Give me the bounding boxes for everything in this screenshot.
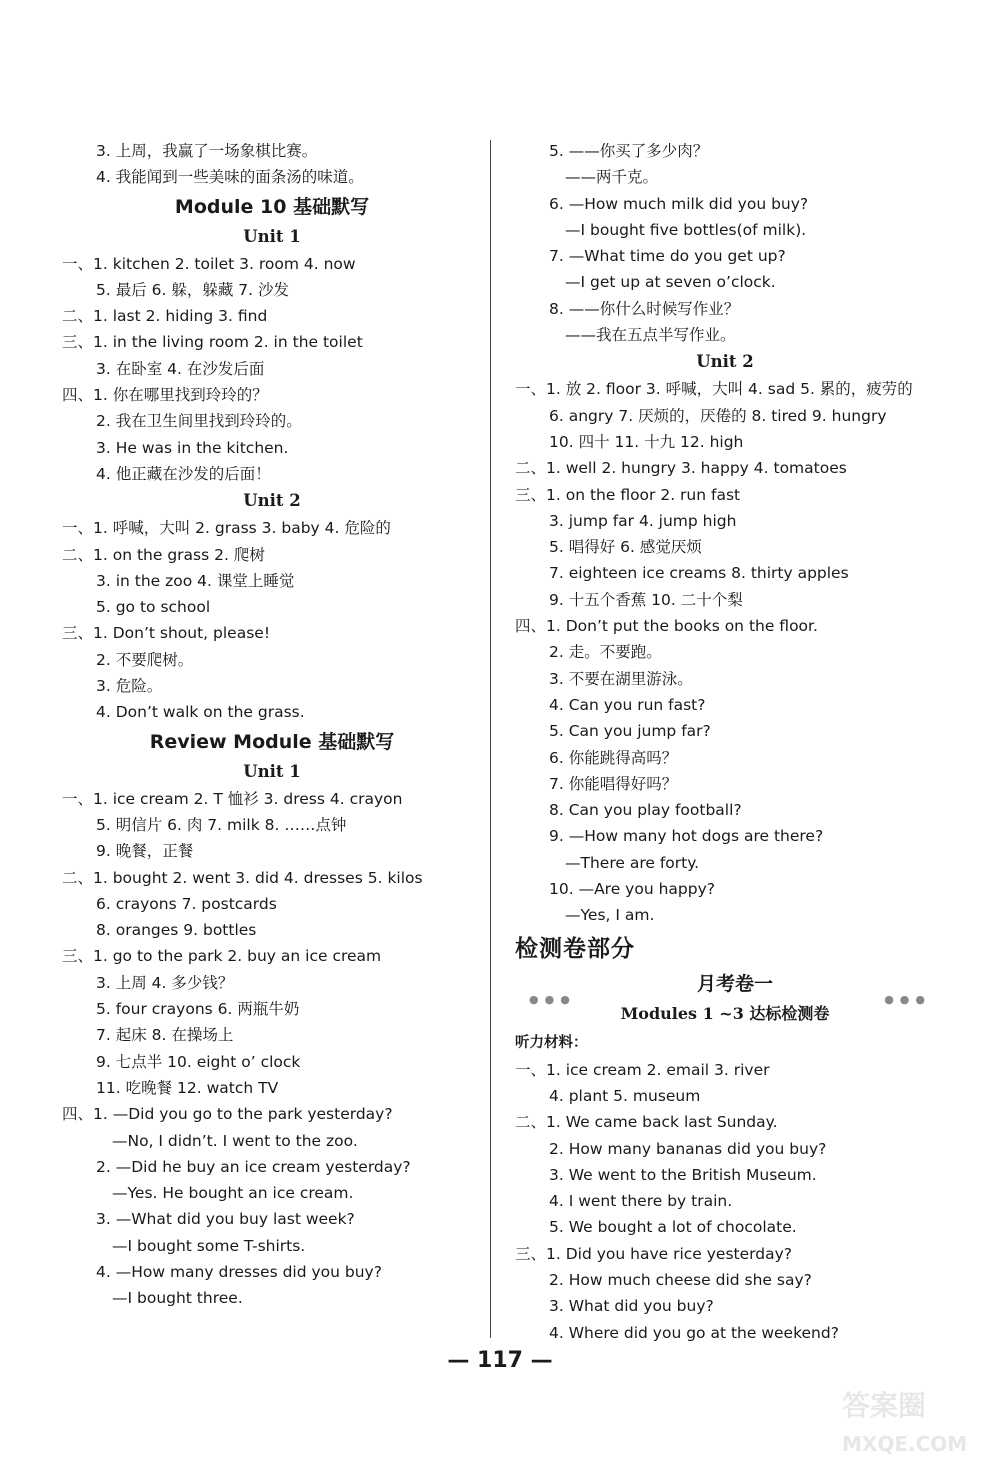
answer-line: 9. 十五个香蕉 10. 二十个梨 — [549, 590, 743, 609]
answer-line: —I bought three. — [112, 1289, 243, 1308]
answer-line: 四、1. —Did you go to the park yesterday? — [62, 1105, 393, 1124]
exam-subtitle: Modules 1 ~3 达标检测卷 — [620, 1003, 830, 1023]
answer-line: —I bought five bottles(of milk). — [565, 220, 807, 239]
answer-line: 5. four crayons 6. 两瓶牛奶 — [96, 1000, 300, 1019]
answer-line: 4. I went there by train. — [549, 1192, 733, 1211]
answer-line: 11. 吃晚餐 12. watch TV — [96, 1078, 279, 1097]
answer-line: 二、1. on the grass 2. 爬树 — [62, 545, 265, 564]
answer-line: 6. angry 7. 厌烦的，厌倦的 8. tired 9. hungry — [549, 406, 887, 425]
answer-line: 三、1. Did you have rice yesterday? — [515, 1244, 792, 1263]
answer-line: 二、1. well 2. hungry 3. happy 4. tomatoes — [515, 459, 847, 478]
answer-line: 3. —What did you buy last week? — [96, 1210, 355, 1229]
answer-line: 3. What did you buy? — [549, 1297, 714, 1316]
answer-line: 8. oranges 9. bottles — [96, 921, 257, 940]
answer-line: 二、1. bought 2. went 3. did 4. dresses 5. kilos — [62, 868, 423, 887]
answer-line: 4. —How many dresses did you buy? — [96, 1262, 382, 1281]
watermark-text: 答案圈 — [842, 1389, 927, 1422]
answer-line: 3. 上周 4. 多少钱？ — [96, 973, 234, 992]
listening-material-label: 听力材料： — [515, 1034, 588, 1051]
answer-line: 2. 不要爬树。 — [96, 650, 194, 669]
decorative-dots-icon: ●●● — [529, 992, 576, 1006]
answer-line: 一、1. ice cream 2. T 恤衫 3. dress 4. crayon — [62, 789, 403, 808]
answer-line: 10. 四十 11. 十九 12. high — [549, 432, 744, 451]
watermark-logo — [838, 1379, 978, 1459]
answer-line: 7. 起床 8. 在操场上 — [96, 1026, 234, 1045]
answer-line: 7. eighteen ice creams 8. thirty apples — [549, 564, 849, 583]
answer-line: 5. 明信片 6. 肉 7. milk 8. ……点钟 — [96, 815, 347, 834]
answer-line: 2. How many bananas did you buy? — [549, 1139, 827, 1158]
unit-heading: Unit 1 — [243, 761, 301, 781]
answer-line: 一、1. 呼喊，大叫 2. grass 3. baby 4. 危险的 — [62, 519, 391, 538]
answer-line: 8. ——你什么时候写作业？ — [549, 299, 740, 318]
answer-line: 5. ——你买了多少肉？ — [549, 142, 709, 160]
answer-line: 5. 唱得好 6. 感觉厌烦 — [549, 538, 702, 557]
decorative-dots-icon: ●●● — [884, 992, 931, 1006]
answer-line: 8. Can you play football? — [549, 801, 742, 820]
module-heading: Review Module 基础默写 — [149, 730, 395, 753]
left-column — [62, 138, 482, 1312]
answer-line: 一、1. 放 2. floor 3. 呼喊，大叫 4. sad 5. 累的，疲劳的 — [515, 380, 913, 399]
answer-line: 4. 他正藏在沙发的后面！ — [96, 464, 271, 483]
page-number: — 117 — — [447, 1348, 553, 1373]
module-heading: Module 10 基础默写 — [174, 195, 370, 218]
section-heading: 检测卷部分 — [515, 935, 635, 962]
answer-line: 9. —How many hot dogs are there? — [549, 827, 824, 846]
answer-line: 3. 危险。 — [96, 677, 163, 696]
answer-line: 3. jump far 4. jump high — [549, 511, 737, 530]
unit-heading: Unit 1 — [243, 226, 301, 246]
answer-line: 10. —Are you happy? — [549, 880, 715, 899]
answer-line: ——两千克。 — [565, 168, 659, 187]
answer-line: 一、1. ice cream 2. email 3. river — [515, 1060, 770, 1079]
right-column — [515, 138, 935, 1346]
answer-line: 3. He was in the kitchen. — [96, 438, 289, 457]
answer-line: 二、1. We came back last Sunday. — [515, 1113, 778, 1132]
answer-line: 四、1. 你在哪里找到玲玲的？ — [62, 386, 268, 405]
answer-line: 5. go to school — [96, 598, 211, 617]
answer-line: 四、1. Don’t put the books on the floor. — [515, 617, 818, 636]
watermark-url: MXQE.COM — [842, 1432, 968, 1456]
answer-line: —No, I didn’t. I went to the zoo. — [112, 1131, 358, 1150]
answer-line: 4. Where did you go at the weekend? — [549, 1323, 839, 1342]
answer-line: 一、1. kitchen 2. toilet 3. room 4. now — [62, 254, 356, 273]
answer-line: 4. 我能闻到一些美味的面条汤的味道。 — [96, 168, 364, 187]
answer-line: 3. 不要在湖里游泳。 — [549, 669, 693, 688]
answer-line: —I get up at seven o’clock. — [565, 273, 776, 292]
exam-title: 月考卷一 — [696, 972, 773, 995]
answer-line: 9. 晚餐，正餐 — [96, 842, 194, 861]
answer-line: 3. 上周，我赢了一场象棋比赛。 — [96, 142, 318, 160]
answer-line: 6. crayons 7. postcards — [96, 894, 277, 913]
answer-line: 2. How much cheese did she say? — [549, 1270, 812, 1289]
column-divider — [490, 140, 491, 1338]
answer-line: 三、1. on the floor 2. run fast — [515, 485, 741, 504]
answer-line: 三、1. in the living room 2. in the toilet — [62, 333, 363, 352]
answer-line: 7. 你能唱得好吗？ — [549, 774, 678, 793]
answer-line: 三、1. Don’t shout, please! — [62, 624, 271, 643]
answer-line: 5. Can you jump far? — [549, 722, 711, 741]
exam-subtitle-row — [515, 992, 935, 1029]
unit-heading: Unit 2 — [696, 352, 754, 372]
answer-line: 4. Don’t walk on the grass. — [96, 703, 305, 722]
answer-line: 5. 最后 6. 躲，躲藏 7. 沙发 — [96, 280, 290, 299]
answer-line: 三、1. go to the park 2. buy an ice cream — [62, 947, 382, 966]
answer-line: 3. 在卧室 4. 在沙发后面 — [96, 359, 265, 378]
answer-line: 3. We went to the British Museum. — [549, 1165, 817, 1184]
answer-line: 2. 走。不要跑。 — [549, 643, 662, 662]
answer-line: 7. —What time do you get up? — [549, 247, 786, 266]
answer-line: 6. 你能跳得高吗？ — [549, 748, 678, 767]
answer-line: —Yes, I am. — [565, 906, 655, 925]
answer-line: 2. —Did he buy an ice cream yesterday? — [96, 1157, 411, 1176]
answer-line: 6. —How much milk did you buy? — [549, 194, 809, 213]
answer-line: —There are forty. — [565, 853, 700, 872]
unit-heading: Unit 2 — [243, 491, 301, 511]
answer-line: 二、1. last 2. hiding 3. find — [62, 307, 268, 326]
answer-line: 9. 七点半 10. eight o’ clock — [96, 1052, 301, 1071]
answer-line: ——我在五点半写作业。 — [565, 326, 736, 345]
answer-line: —I bought some T-shirts. — [112, 1236, 306, 1255]
answer-line: 4. Can you run fast? — [549, 695, 706, 714]
answer-line: 5. We bought a lot of chocolate. — [549, 1218, 797, 1237]
answer-line: —Yes. He bought an ice cream. — [112, 1184, 354, 1203]
answer-line: 3. in the zoo 4. 课堂上睡觉 — [96, 571, 295, 590]
answer-line: 2. 我在卫生间里找到玲玲的。 — [96, 412, 302, 431]
answer-line: 4. plant 5. museum — [549, 1086, 701, 1105]
